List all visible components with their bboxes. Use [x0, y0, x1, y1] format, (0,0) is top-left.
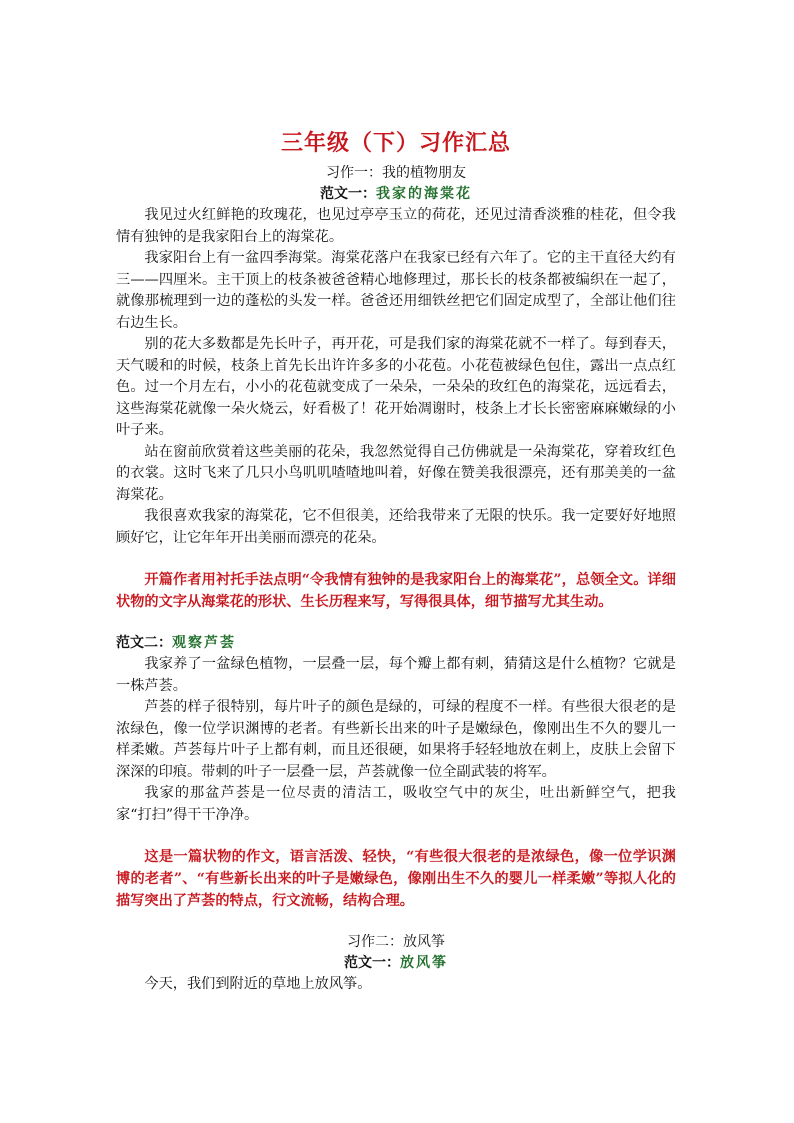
sample-prefix: 范文二： — [116, 635, 172, 651]
paragraph: 芦荟的样子很特别，每片叶子的颜色是绿的，可绿的程度不一样。有些很大很老的是浓绿色，像一位学识渊博的老者。有些新长出来的叶子是嫩绿色，像刚出生不久的婴儿一样柔嫩。芦荟每片叶子上都有刺，而且还很硬，如果将手轻轻地放在刺上，皮肤上会留下深深的印痕。带刺的叶子一层叠一层，芦荟就像一位全副武装的将军。 — [116, 699, 676, 780]
exercise1-sample1-heading — [116, 184, 676, 205]
sample-title: 观察芦荟 — [172, 635, 236, 651]
exercise2-sample1-heading — [116, 953, 676, 974]
paragraph: 今天，我们到附近的草地上放风筝。 — [144, 976, 372, 992]
paragraph: 我家阳台上有一盆四季海棠。海棠花落户在我家已经有六年了。它的主干直径大约有三——四厘米。主干顶上的枝条被爸爸精心地修理过，那长长的枝条都被编织在一起了，就像那梳理到一边的蓬松的头发一样。爸爸还用细铁丝把它们固定成型了，全部让他们往右边生长。 — [116, 250, 676, 331]
exercise1-heading: 习作一：我的植物朋友 — [326, 165, 466, 181]
document-title: 三年级（下）习作汇总 — [280, 130, 511, 156]
teacher-comment: 开篇作者用衬托手法点明“令我情有独钟的是我家阳台上的海棠花”，总领全文。详细状物的文字从海棠花的形状、生长历程来写，写得很具体，细节描写尤其生动。 — [116, 572, 676, 610]
sample-prefix: 范文一： — [344, 955, 400, 971]
sample-title: 放风筝 — [400, 955, 448, 971]
exercise2-heading: 习作二：放风筝 — [347, 934, 445, 950]
paragraph: 我很喜欢我家的海棠花，它不但很美，还给我带来了无限的快乐。我一定要好好地照顾好它，让它年年开出美丽而漂亮的花朵。 — [116, 508, 676, 546]
document-page — [116, 118, 676, 996]
sample-title: 我家的海棠花 — [376, 186, 472, 202]
paragraph: 我家养了一盆绿色植物，一层叠一层，每个瓣上都有刺，猜猜这是什么植物？它就是一株芦荟。 — [116, 656, 676, 694]
paragraph: 我家的那盆芦荟是一位尽责的清洁工，吸收空气中的灰尘，吐出新鲜空气，把我家“打扫”得干干净净。 — [116, 785, 676, 823]
paragraph: 别的花大多数都是先长叶子，再开花，可是我们家的海棠花就不一样了。每到春天，天气暖和的时候，枝条上首先长出许许多多的小花苞。小花苞被绿色包住，露出一点点红色。过一个月左右，小小的花苞就变成了一朵朵，一朵朵的玫红色的海棠花，远远看去，这些海棠花就像一朵火烧云，好看极了！花开始凋谢时，枝条上才长长密密麻麻嫩绿的小叶子来。 — [116, 336, 676, 438]
sample-prefix: 范文一： — [320, 186, 376, 202]
teacher-comment: 这是一篇状物的作文，语言活泼、轻快，“有些很大很老的是浓绿色，像一位学识渊博的老者”、“有些新长出来的叶子是嫩绿色，像刚出生不久的婴儿一样柔嫩”等拟人化的描写突出了芦荟的特点，行文流畅，结构合理。 — [116, 849, 676, 909]
paragraph: 站在窗前欣赏着这些美丽的花朵，我忽然觉得自己仿佛就是一朵海棠花，穿着玫红色的衣裳。这时飞来了几只小鸟叽叽喳喳地叫着，好像在赞美我很漂亮，还有那美美的一盆海棠花。 — [116, 443, 676, 503]
exercise1-sample2-heading — [116, 633, 676, 654]
paragraph: 我见过火红鲜艳的玫瑰花，也见过亭亭玉立的荷花，还见过清香淡雅的桂花，但令我情有独钟的是我家阳台上的海棠花。 — [116, 207, 676, 245]
